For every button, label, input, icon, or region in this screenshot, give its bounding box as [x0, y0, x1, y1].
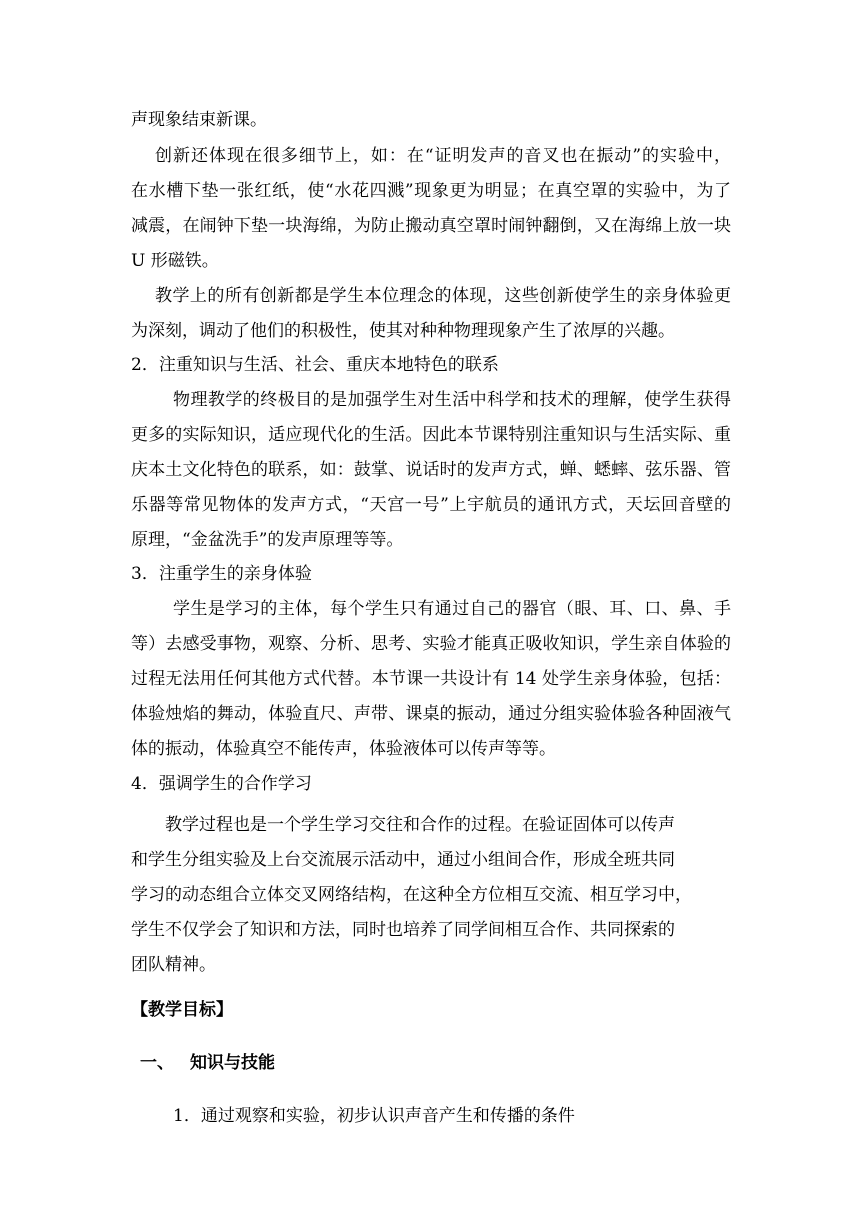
section-heading-2: 2．注重知识与生活、社会、重庆本地特色的联系 — [131, 355, 499, 375]
paragraph-line: U 形磁铁。 — [131, 251, 219, 271]
paragraph-line: 创新还体现在很多细节上，如：在“证明发声的音叉也在振动”的实验中， — [155, 146, 731, 166]
paragraph-line: 减震，在闹钟下垫一块海绵，为防止搬动真空罩时闹钟翻倒，又在海绵上放一块 — [131, 216, 731, 236]
objectives-heading: 【教学目标】 — [131, 1000, 233, 1020]
section-heading-3: 3．注重学生的亲身体验 — [131, 564, 312, 584]
paragraph-line: 原理，“金盆洗手”的发声原理等等。 — [131, 530, 404, 550]
paragraph-line: 学习的动态组合立体交叉网络结构，在这种全方位相互交流、相互学习中， — [131, 885, 692, 905]
objective-item: 1．通过观察和实验，初步认识声音产生和传播的条件 — [173, 1106, 575, 1126]
paragraph-line: 庆本土文化特色的联系，如：鼓掌、说话时的发声方式，蝉、蟋蟀、弦乐器、管 — [131, 460, 731, 480]
paragraph-line: 教学过程也是一个学生学习交往和合作的过程。在验证固体可以传声 — [165, 815, 675, 835]
paragraph-line: 体的振动，体验真空不能传声，体验液体可以传声等等。 — [131, 739, 556, 759]
section-number: 一、 — [140, 1053, 174, 1073]
paragraph-line: 学生不仅学会了知识和方法，同时也培养了同学间相互合作、共同探索的 — [131, 920, 675, 940]
paragraph-line: 和学生分组实验及上台交流展示活动中，通过小组间合作，形成全班共同 — [131, 850, 675, 870]
paragraph-line: 学生是学习的主体，每个学生只有通过自己的器官（眼、耳、口、鼻、手 — [173, 599, 731, 619]
paragraph-line: 乐器等常见物体的发声方式，“天宫一号”上宇航员的通讯方式，天坛回音壁的 — [131, 495, 731, 515]
paragraph-line: 团队精神。 — [131, 955, 216, 975]
section-title: 知识与技能 — [190, 1053, 275, 1073]
paragraph-line: 过程无法用任何其他方式代替。本节课一共设计有 14 处学生亲身体验，包括： — [131, 669, 731, 689]
paragraph-line: 为深刻，调动了他们的积极性，使其对种种物理现象产生了浓厚的兴趣。 — [131, 321, 675, 341]
section-heading-4: 4．强调学生的合作学习 — [131, 774, 312, 794]
paragraph-line: 声现象结束新课。 — [131, 110, 267, 130]
paragraph-line: 在水槽下垫一张红纸，使“水花四溅”现象更为明显；在真空罩的实验中，为了 — [131, 181, 731, 201]
paragraph-line: 教学上的所有创新都是学生本位理念的体现，这些创新使学生的亲身体验更 — [155, 286, 731, 306]
paragraph-line: 物理教学的终极目的是加强学生对生活中科学和技术的理解，使学生获得 — [173, 390, 731, 410]
paragraph-line: 体验烛焰的舞动，体验直尺、声带、课桌的振动，通过分组实验体验各种固液气 — [131, 704, 731, 724]
paragraph-line: 等）去感受事物，观察、分析、思考、实验才能真正吸收知识，学生亲自体验的 — [131, 634, 731, 654]
paragraph-line: 更多的实际知识，适应现代化的生活。因此本节课特别注重知识与生活实际、重 — [131, 425, 731, 445]
